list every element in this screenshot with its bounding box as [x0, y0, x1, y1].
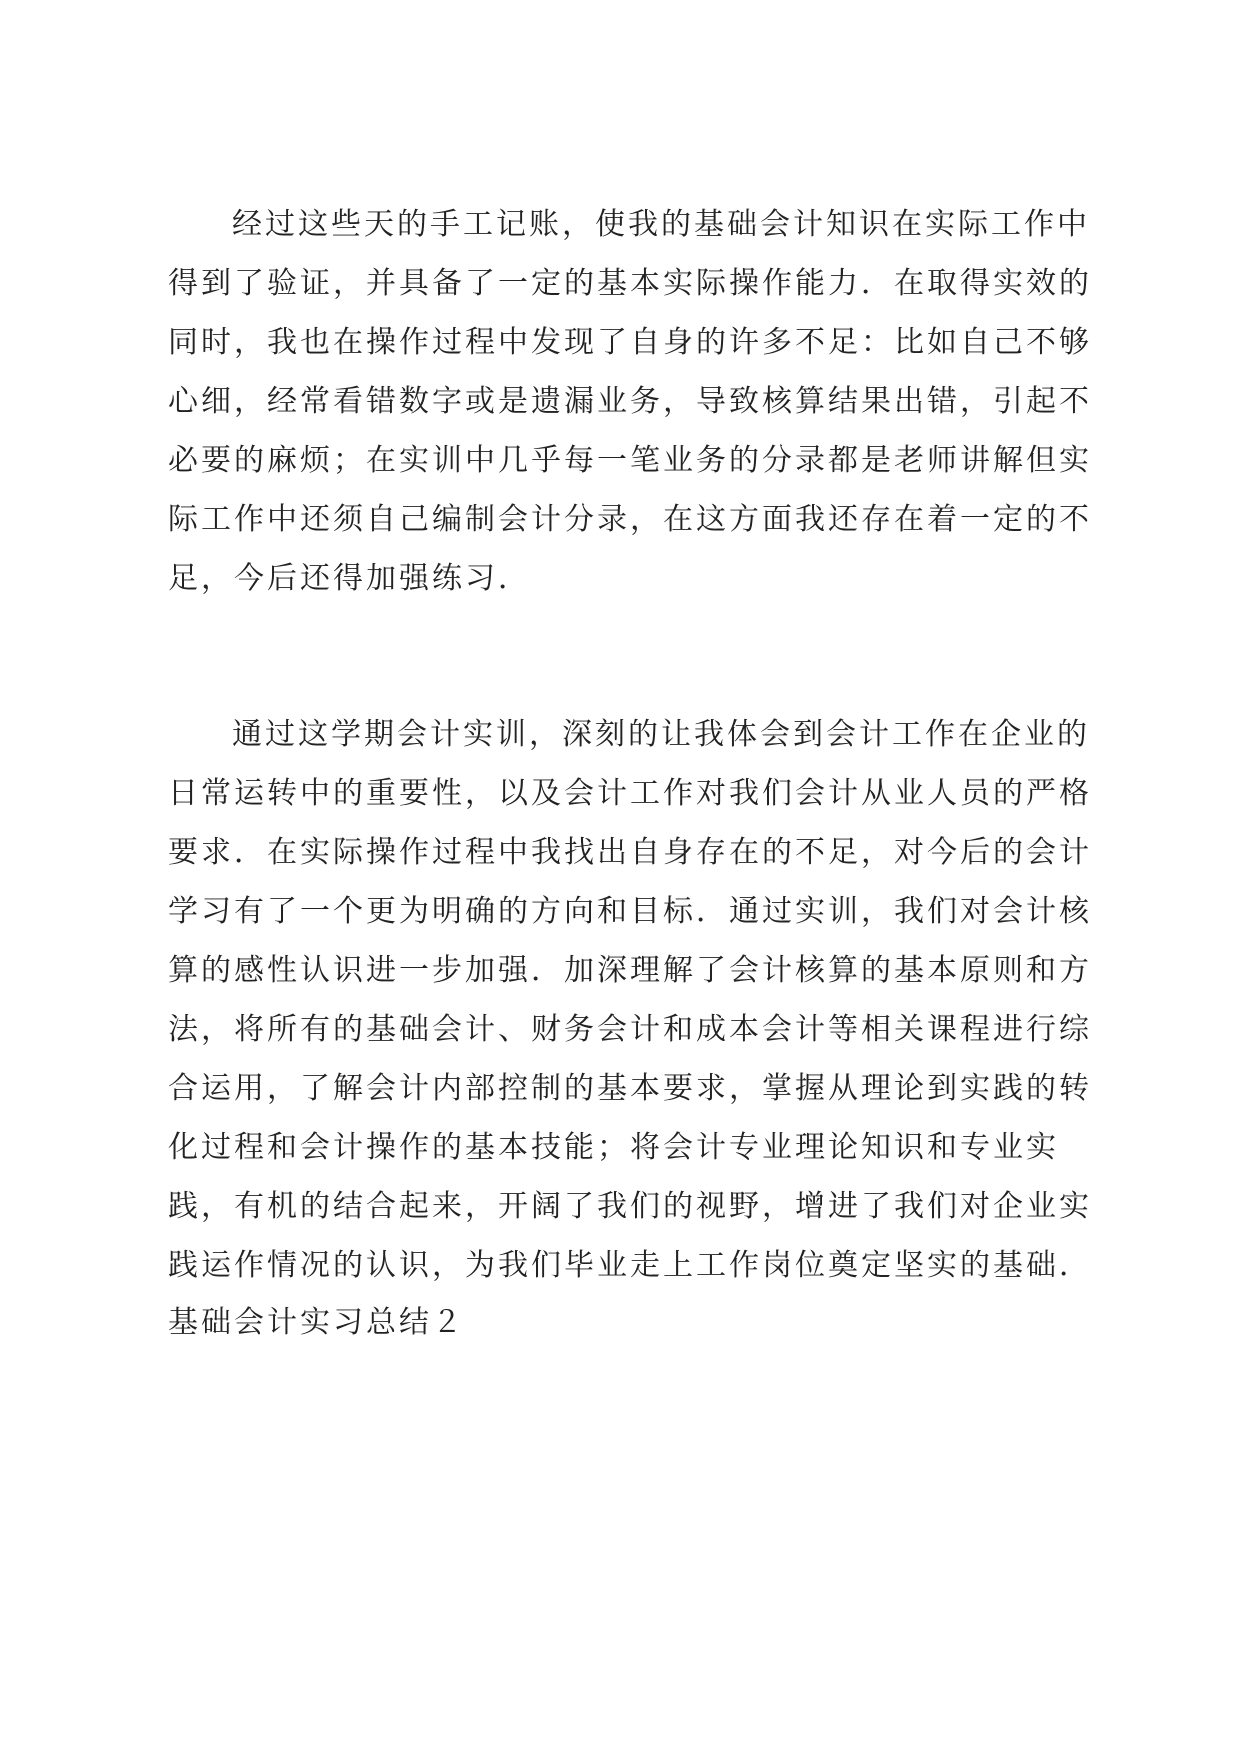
paragraph-1-line-5: 必要的麻烦；在实训中几乎每一笔业务的分录都是老师讲解但实 — [168, 443, 1092, 478]
paragraph-1-line-3: 同时，我也在操作过程中发现了自身的许多不足：比如自己不够 — [168, 325, 1092, 360]
section-heading: 基础会计实习总结２ — [168, 1305, 465, 1340]
paragraph-1-line-7: 足，今后还得加强练习． — [168, 561, 531, 596]
paragraph-1-line-6: 际工作中还须自己编制会计分录，在这方面我还存在着一定的不 — [168, 502, 1092, 537]
paragraph-2-line-10: 践运作情况的认识，为我们毕业走上工作岗位奠定坚实的基础． — [168, 1248, 1092, 1283]
paragraph-1-line-2: 得到了验证，并具备了一定的基本实际操作能力．在取得实效的 — [168, 266, 1092, 301]
paragraph-2-line-5: 算的感性认识进一步加强．加深理解了会计核算的基本原则和方 — [168, 953, 1092, 988]
paragraph-2-line-7: 合运用，了解会计内部控制的基本要求，掌握从理论到实践的转 — [168, 1071, 1092, 1106]
paragraph-2-line-2: 日常运转中的重要性，以及会计工作对我们会计从业人员的严格 — [168, 776, 1092, 811]
paragraph-1-line-1: 经过这些天的手工记账，使我的基础会计知识在实际工作中 — [232, 207, 1090, 242]
paragraph-2-line-3: 要求．在实际操作过程中我找出自身存在的不足，对今后的会计 — [168, 835, 1092, 870]
paragraph-2-line-1: 通过这学期会计实训，深刻的让我体会到会计工作在企业的 — [232, 717, 1090, 752]
paragraph-2-line-9: 践，有机的结合起来，开阔了我们的视野，增进了我们对企业实 — [168, 1189, 1092, 1224]
paragraph-2-line-8: 化过程和会计操作的基本技能；将会计专业理论知识和专业实 — [168, 1130, 1059, 1165]
paragraph-2-line-6: 法，将所有的基础会计、财务会计和成本会计等相关课程进行综 — [168, 1012, 1092, 1047]
paragraph-1-line-4: 心细，经常看错数字或是遗漏业务，导致核算结果出错，引起不 — [168, 384, 1092, 419]
paragraph-2-line-4: 学习有了一个更为明确的方向和目标．通过实训，我们对会计核 — [168, 894, 1092, 929]
